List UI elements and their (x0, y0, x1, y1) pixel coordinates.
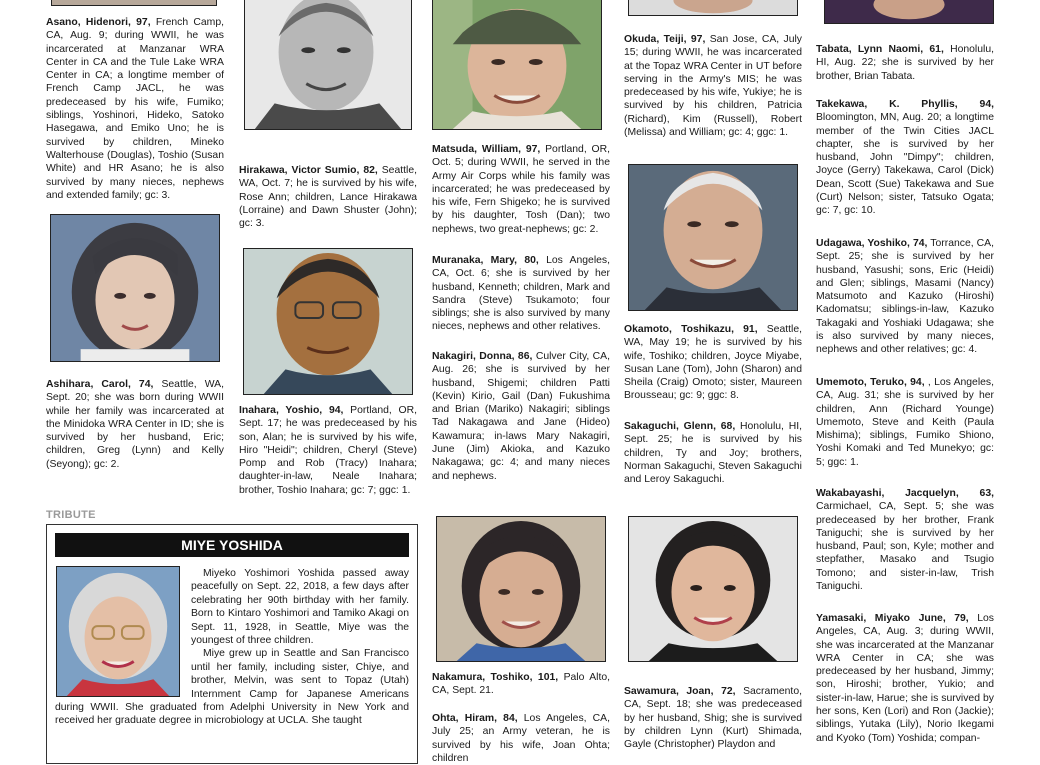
obituary-asano (46, 16, 224, 202)
obituary-name: Takekawa, K. Phyllis, 94, (816, 99, 994, 110)
obituary-text: Seattle, WA, May 19; he is survived by his wife, Toshiko; children, Joyce Miyabe, Susan Lane (Tom), John (Sharon) and Sheila (Craig) Omoto; sister, Maureen Brousseau; gc: 9; ggc: 8. (624, 324, 802, 402)
obituary-text: Bloomington, MN, Aug. 20; a longtime member of the Twin Cities JACL chapter, she is survived by her husband, John "Dimpy"; children, Joyce (Gerry) Takekawa, Carol (Dick) Dean, Scott (Sue) Takekawa and Sue (Curt) Nelson; sister, Tatsuko Ogata; gc: 7, gc: 10. (816, 112, 994, 217)
photo-sawamura (628, 516, 798, 662)
obituary-text: Culver City, CA, Aug. 26; she is survived by her husband, Shigemi; children Patti (Kevin) Kirio, Gail (Dan) Fukushima and Brian (Mariko) Nakagiri; siblings Tad Nakagawa and Jane (Hideo) Kawamura; in-laws Mary Nakagiri, June (Jim) Akioka, and Kazuko Nakagawa; gc: 4; and many nieces and nephews. (432, 351, 610, 482)
obituary-wakabayashi (816, 487, 994, 593)
obituary-udagawa (816, 237, 994, 357)
obituary-yamasaki (816, 612, 994, 745)
obituary-name: Muranaka, Mary, 80, (432, 255, 539, 266)
obituary-name: Ohta, Hiram, 84, (432, 713, 518, 724)
obituary-sakaguchi (624, 420, 802, 486)
tribute-box (46, 524, 418, 764)
obituary-text: Palo Alto, CA, Sept. 21. (432, 672, 610, 697)
photo-ashihara (50, 214, 220, 362)
obituary-text: Seattle, WA, Oct. 7; he is survived by his wife, Rose Ann; children, Lance Hirakawa (Lorraine) and Dawn Shuster (John); gc: 3. (239, 165, 417, 230)
obituary-okamoto (624, 323, 802, 403)
obituary-text: Sacramento, CA, Sept. 18; she was predeceased by her husband, Shig; she is survived by children Lynn (Kurt) Shimada, Gayle (Christopher) Playdon and (624, 686, 802, 751)
obituary-hirakawa (239, 164, 417, 230)
obituary-text: Seattle, WA, Sept. 20; she was born during WWII while her family was incarcerated at the Minidoka WRA Center in ID; she is survived by her husband, Eric; children, Greg (Lynn) and Kelly (Seyong); gc: 2. (46, 379, 224, 470)
photo-okuda (628, 0, 798, 16)
obituary-name: Nakagiri, Donna, 86, (432, 351, 533, 362)
obituary-name: Sawamura, Joan, 72, (624, 686, 736, 697)
obituary-text: Portland, OR, Sept. 17; he was predeceased by his son, Alan; he is survived by his wife, Hiro "Heidi"; children, Cheryl (Steve) Pomp and Rob (Tracy) Inahara; daughter-in-law, Neale Inahara; brother, Toshio Inahara; gc: 7; ggc: 1. (239, 405, 417, 496)
obituary-name: Okuda, Teiji, 97, (624, 34, 706, 45)
obituary-muranaka (432, 254, 610, 334)
obituary-name: Yamasaki, Miyako June, 79, (816, 613, 969, 624)
photo-asano (51, 0, 217, 6)
obituary-name: Inahara, Yoshio, 94, (239, 405, 344, 416)
obituary-text: Los Angeles, CA, Oct. 6; she is survived by her husband, Kenneth; children, Mark and Sandra (Steve) Tsukamoto; four siblings; she is also survived by many nieces, nephews and other relatives. (432, 255, 610, 333)
obituary-ohta (432, 712, 610, 765)
obituary-name: Wakabayashi, Jacquelyn, 63, (816, 488, 994, 499)
tribute-paragraph-1: Miyeko Yoshimori Yoshida passed away peacefully on Sept. 22, 2018, a few days after celebrating her 90th birthday with her family. Born to Kintaro Yoshimori and Tamiko Akagi on Sept. 11, 1928, in Seattle, Miye was the youngest of three children. (191, 568, 409, 647)
obituary-nakamura (432, 671, 610, 698)
obituary-text: Los Angeles, CA, Aug. 3; during WWII, she was incarcerated at the Manzanar WRA Center in CA; she was predeceased by her husband, Jimmy; son, Hiroshi; brother, Yukio; and sister-in-law, Harue; she is survived by her sons, Ken (Lori) and Ron (Jackie); siblings, Yutaka (Lily), Norio Ikegami and Kyoko (Tom) Yoshida; compan- (816, 613, 995, 744)
obituary-text: Portland, OR, Oct. 5; during WWII, he served in the Army Air Corps while his family was incarcerated; he was predeceased by his wife, Fern Shigeko; he is survived by his daughter, Tosh (Dan); two nephews, two great-nephews; gc: 2. (432, 144, 611, 235)
obituary-name: Ashihara, Carol, 74, (46, 379, 154, 390)
obituary-name: Okamoto, Toshikazu, 91, (624, 324, 758, 335)
photo-inahara (243, 248, 413, 395)
obituary-name: Tabata, Lynn Naomi, 61, (816, 44, 944, 55)
obituary-text: , Los Angeles, CA, Aug. 31; she is survived by her children, Ann (Richard Younge) Umemoto, Steve and Keith (Paula Mishima); siblings, Fumiko Shiono, Yoshi Komaki and Ted Munekyo; gc: 5; ggc: 1. (816, 377, 995, 468)
obituary-name: Matsuda, William, 97, (432, 144, 541, 155)
obituary-name: Sakaguchi, Glenn, 68, (624, 421, 736, 432)
obituary-matsuda (432, 143, 610, 236)
obituary-text: French Camp, CA, Aug. 9; during WWII, he was incarcerated at Manzanar WRA Center in CA and the Tule Lake WRA Center in CA; a longtime member of French Camp JACL, he was predeceased by his wife, Fumiko; siblings, Yoshinori, Hideko, Satoko Hasegawa, and Emiko Uno; he is survived by children, Mineko Walterhouse (Douglas), Toshio (Susan White) and HR Asano; he is also survived by many nieces, nephews and extended family; gc: 3. (46, 17, 224, 201)
obituary-text: Torrance, CA, Sept. 25; she is survived by her husband, Yasushi; sons, Eric (Heidi) and Glen; siblings, Masami (Nancy) Matsumoto and Kazuko (Hiroshi) Kadomatsu; siblings-in-law, Kazuko Takagaki and Yoshiaki Udagawa; she is also survived by many nieces, nephews and other relatives; gc: 4. (816, 238, 994, 356)
obituary-name: Hirakawa, Victor Sumio, 82, (239, 165, 378, 176)
tribute-heading: MIYE YOSHIDA (55, 533, 409, 557)
obituary-text: Los Angeles, CA, July 25; an Army veteran, he is survived by his wife, Joan Ohta; children (432, 713, 610, 764)
obituary-name: Udagawa, Yoshiko, 74, (816, 238, 928, 249)
obituary-name: Nakamura, Toshiko, 101, (432, 672, 559, 683)
tribute-label: TRIBUTE (46, 509, 96, 521)
obituary-okuda (624, 33, 802, 139)
tribute-paragraph-2: Miye grew up in Seattle and San Francisco until her family, including sister, Chiye, and brother, Melvin, was sent to Topaz (Utah) Internment Camp for Japanese Americans during WWII. She graduated from Adelphi University in New York and received her graduate degree in microbiology at UCLA. She taught (55, 648, 409, 727)
obituary-name: Asano, Hidenori, 97, (46, 17, 151, 28)
photo-tabata (824, 0, 994, 24)
obituary-ashihara (46, 378, 224, 471)
obituary-umemoto (816, 376, 994, 469)
photo-okamoto (628, 164, 798, 311)
obituary-takekawa (816, 98, 994, 218)
obituary-text: Honolulu, HI, Sept. 25; he is survived by his children, Ty and Joy; brothers, Norman Sakaguchi, Steven Sakaguchi and Leroy Sakaguchi. (624, 421, 802, 486)
obituary-nakagiri (432, 350, 610, 483)
photo-nakamura (436, 516, 606, 662)
obituary-text: Honolulu, HI, Aug. 22; she is survived by her brother, Brian Tabata. (816, 44, 994, 82)
obituary-text: Carmichael, CA, Sept. 5; she was predeceased by her brother, Frank Taniguchi; she is survived by her husband, Paul; son, Kyle; mother and stepfather, Masako and Tsugio Tomono; and sister-in-law, Trish Taniguchi. (816, 501, 994, 593)
tribute-text (55, 567, 409, 728)
obituary-sawamura (624, 685, 802, 751)
obituary-text: San Jose, CA, July 15; during WWII, he was incarcerated at the Topaz WRA Center in UT before serving in the Army's MIS; he was predeceased by his wife, Yukiye; he is survived by his children, Patricia (Richard), Kim (Russell), Robert (Melissa) and William; gc: 4; ggc: 1. (624, 34, 803, 139)
photo-hirakawa (244, 0, 412, 130)
obituary-inahara (239, 404, 417, 497)
obituary-name: Umemoto, Teruko, 94, (816, 377, 925, 388)
obituary-tabata (816, 43, 994, 83)
photo-matsuda (432, 0, 602, 130)
